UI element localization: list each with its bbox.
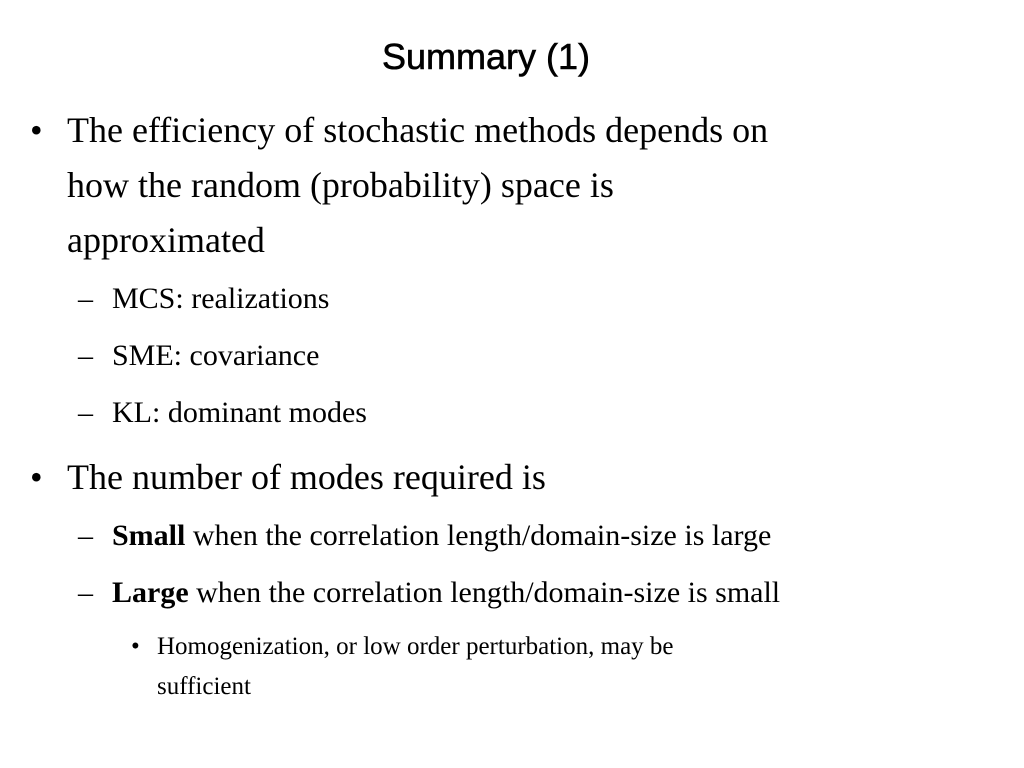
bullet-1-line-2: how the random (probability) space is <box>67 165 614 205</box>
bullet-2-marker: • <box>30 457 43 497</box>
sub-bullet-large-text: when the correlation length/domain-size is small <box>188 576 781 609</box>
slide-title: Summary (1) <box>381 36 591 77</box>
sub-bullet-3-marker: – <box>78 396 93 429</box>
emphasis-large: Large <box>112 576 189 609</box>
sub-bullet-2-marker: – <box>78 339 93 372</box>
emphasis-small: Small <box>112 519 186 552</box>
sub-sub-bullet-line-1: Homogenization, or low order perturbation, may be <box>157 633 674 660</box>
sub-bullet-5-marker: – <box>78 576 93 609</box>
sub-bullet-mcs: MCS: realizations <box>112 282 330 315</box>
sub-bullet-kl: KL: dominant modes <box>112 396 367 429</box>
sub-bullet-large <box>112 576 780 610</box>
bullet-1-marker: • <box>30 110 43 150</box>
sub-bullet-4-marker: – <box>78 519 93 552</box>
sub-bullet-sme: SME: covariance <box>112 339 320 372</box>
sub-bullet-small <box>112 519 771 553</box>
bullet-1-line-1: The efficiency of stochastic methods depends on <box>67 110 769 150</box>
bullet-1-line-3: approximated <box>67 220 265 260</box>
sub-bullet-1-marker: – <box>78 282 93 315</box>
bullet-2-line-1: The number of modes required is <box>67 457 546 497</box>
sub-bullet-small-text: when the correlation length/domain-size is large <box>185 519 772 552</box>
sub-sub-bullet-marker: • <box>131 633 140 660</box>
sub-sub-bullet-line-2: sufficient <box>157 673 251 700</box>
